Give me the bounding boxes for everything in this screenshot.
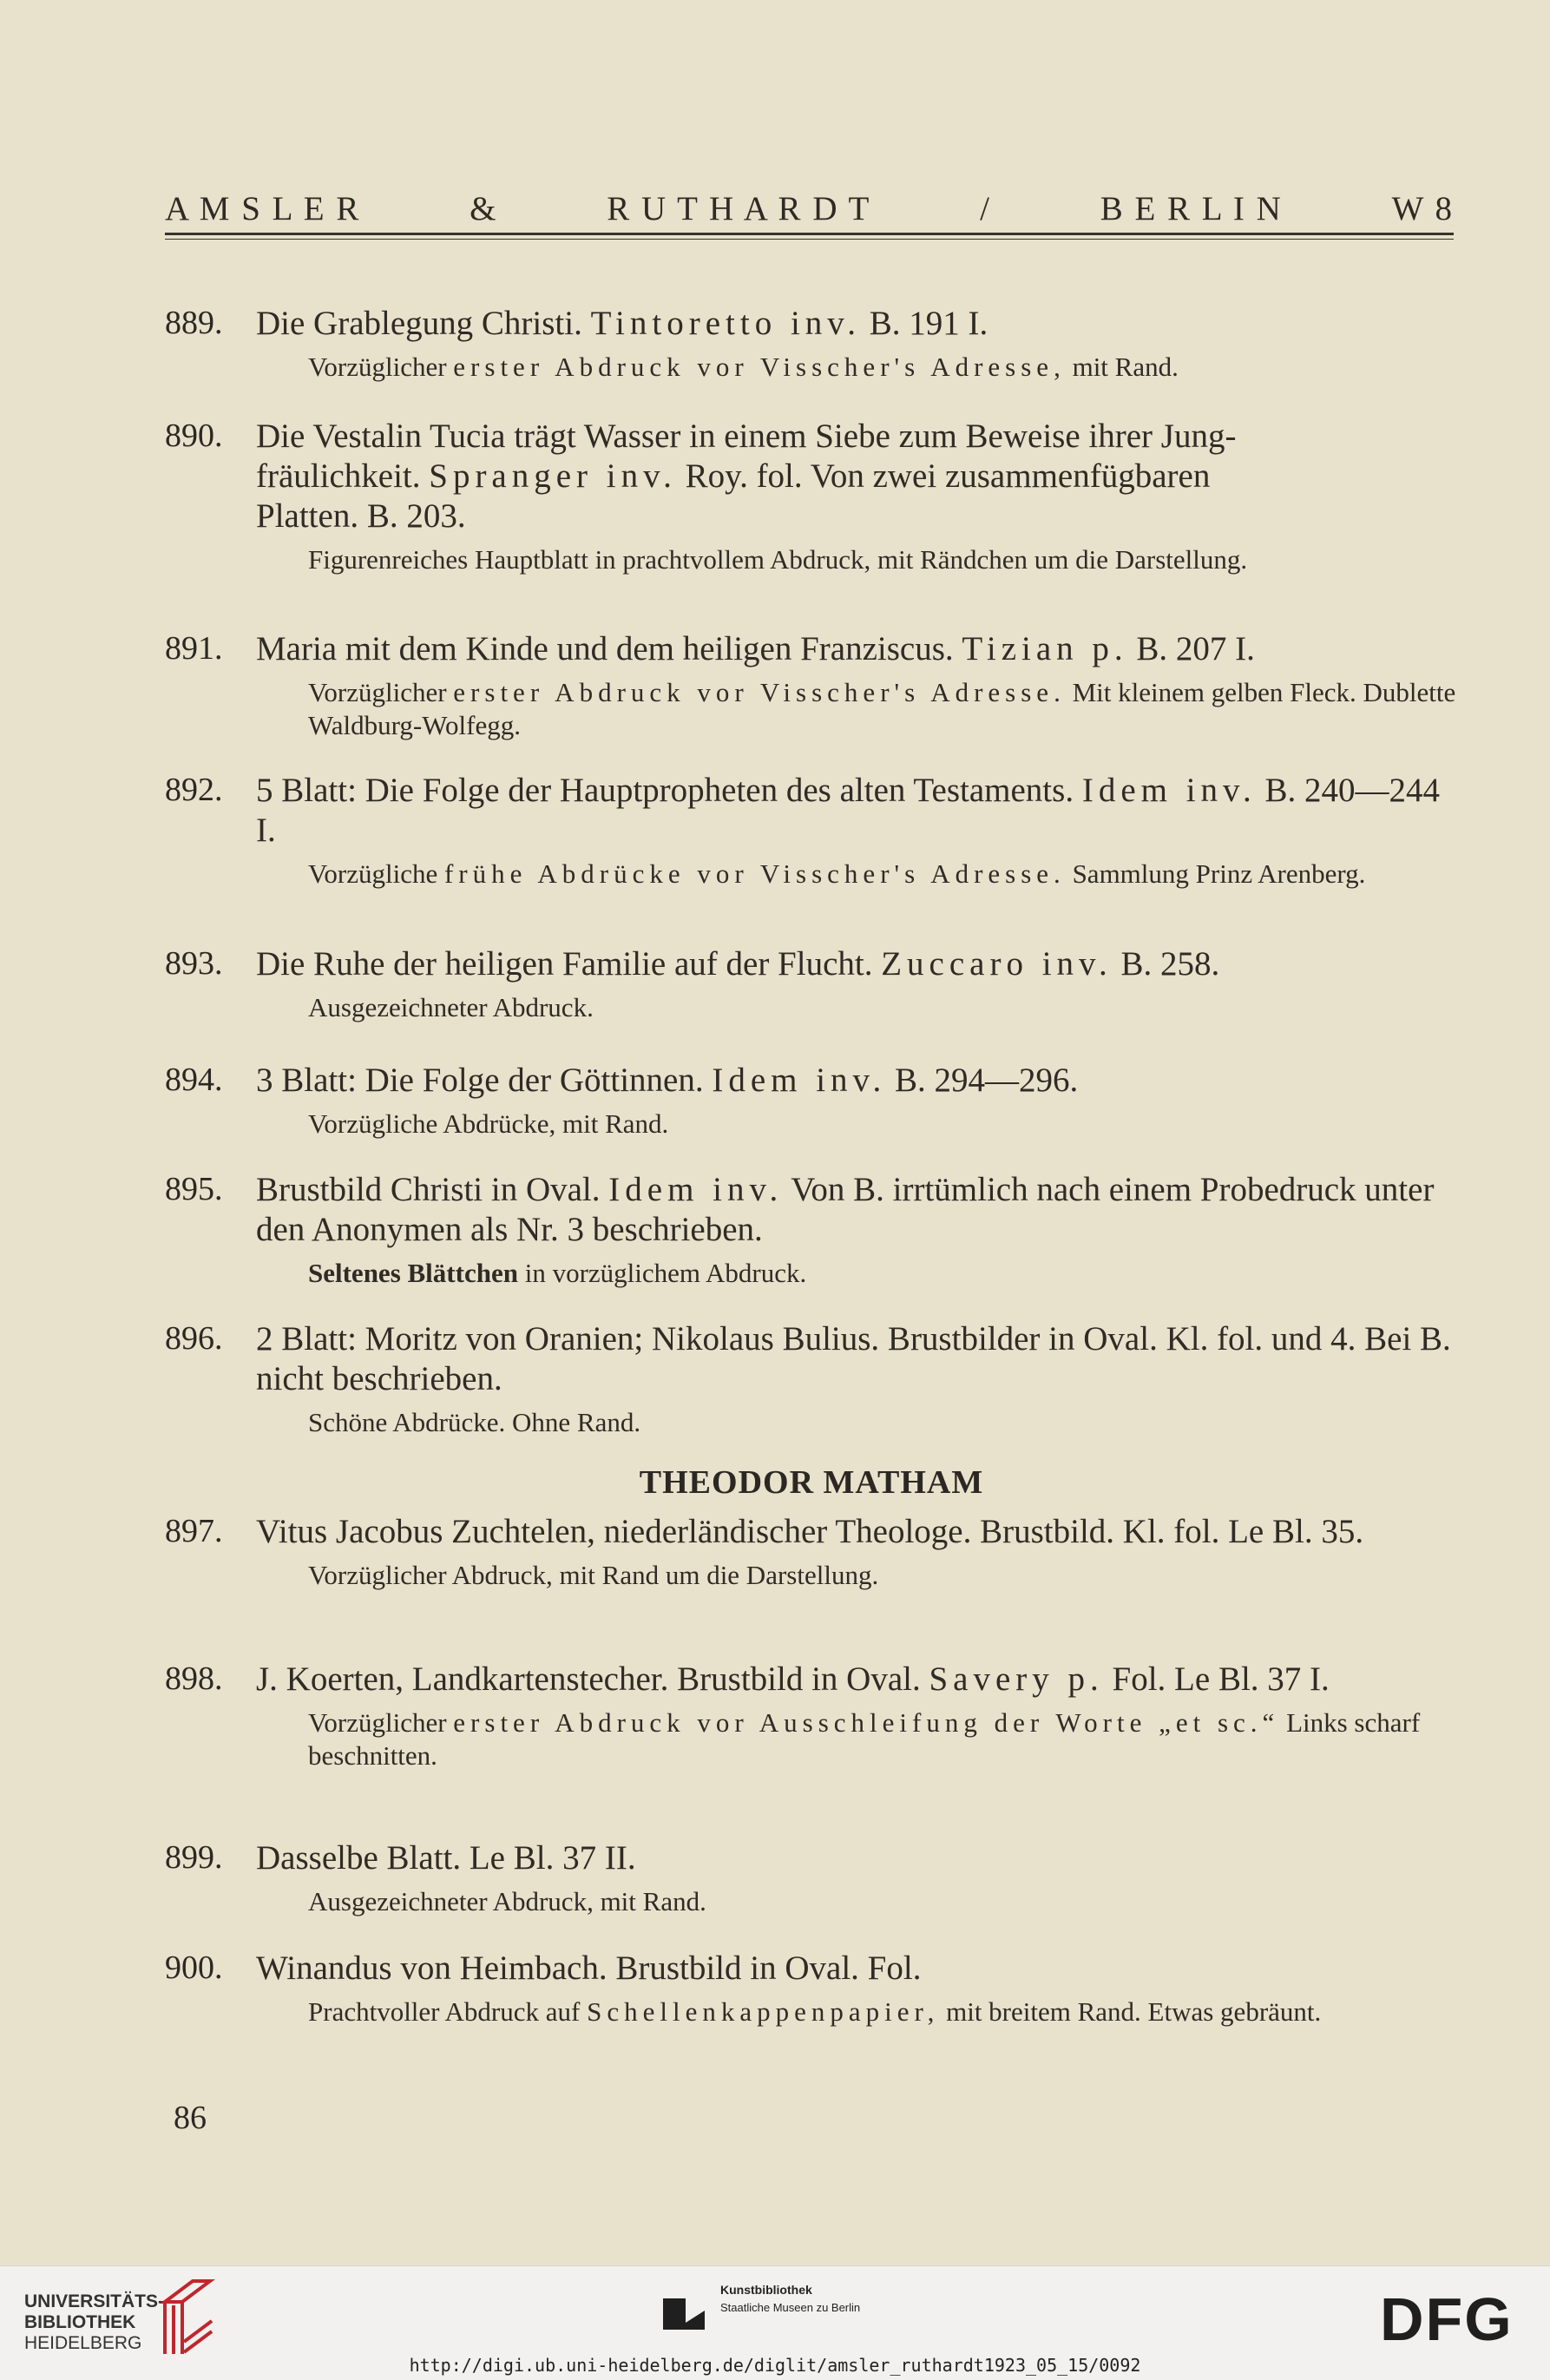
entry-note: Vorzüglicher Abdruck, mit Rand um die Darstellung. (308, 1560, 879, 1590)
entry-number: 900. (165, 1949, 223, 1986)
entry-number: 889. (165, 305, 223, 341)
artist-name: Idem inv. (712, 1062, 887, 1099)
entry-number: 893. (165, 945, 223, 982)
entry-title: Dasselbe Blatt. Le Bl. 37 II. (256, 1839, 636, 1877)
city: B E R L I N (1100, 190, 1283, 227)
entry-title: J. Koerten, Landkartenstecher. Brustbild in Oval. Savery p. Fol. Le Bl. 37 I. (256, 1660, 1330, 1698)
ub-heidelberg-emblem-icon (158, 2276, 219, 2359)
artist-name: Idem inv. (608, 1171, 784, 1208)
header-rule-thick (165, 233, 1454, 235)
artist-name: Tizian p. (962, 630, 1128, 667)
slash: / (980, 190, 991, 227)
artist-name: Tintoretto inv. (590, 305, 862, 342)
entry-title: 5 Blatt: Die Folge der Hauptpropheten des alten Testaments. Idem inv. B. 240—244 I. (256, 772, 1441, 849)
catalog-entry (165, 1512, 1458, 1592)
entry-title: Die Vestalin Tucia trägt Wasser in einem Siebe zum Beweise ihrer Jung- fräulichkeit. Spranger inv. Roy. fol. Von zwei zusammenfügbaren Platten. B. 203. (256, 417, 1237, 535)
catalog-entry (165, 1660, 1458, 1772)
entry-title: 2 Blatt: Moritz von Oranien; Nikolaus Bulius. Brustbilder in Oval. Kl. fol. und 4. Bei B. nicht beschrieben. (256, 1320, 1451, 1397)
entry-note: Vorzügliche frühe Abdrücke vor Visscher's Adresse. Sammlung Prinz Arenberg. (308, 858, 1366, 889)
entry-note: Prachtvoller Abdruck auf Schellenkappenpapier, mit breitem Rand. Etwas gebräunt. (308, 1996, 1322, 2027)
artist-name: Spranger inv. (429, 457, 677, 495)
entry-title: Die Ruhe der heiligen Familie auf der Flucht. Zuccaro inv. B. 258. (256, 945, 1220, 983)
catalog-entry (165, 629, 1458, 742)
entry-note: Ausgezeichneter Abdruck. (308, 992, 594, 1022)
catalog-entry (165, 1838, 1458, 1918)
publisher-right: R U T H A R D T (607, 190, 871, 227)
entry-number: 898. (165, 1660, 223, 1697)
entry-note: Vorzüglicher erster Abdruck vor Ausschleifung der Worte „et sc.“ Links scharf beschnitten. (308, 1707, 1421, 1771)
entry-note: Vorzüglicher erster Abdruck vor Visscher's Adresse, mit Rand. (308, 352, 1179, 382)
kunstbibliothek-label[interactable]: Kunstbibliothek Staatliche Museen zu Berlin (720, 2283, 861, 2314)
section-heading: THEODOR MATHAM (639, 1464, 984, 1501)
entry-title: Winandus von Heimbach. Brustbild in Oval. Fol. (256, 1949, 922, 1987)
entry-note: Ausgezeichneter Abdruck, mit Rand. (308, 1886, 706, 1916)
entry-note: Schöne Abdrücke. Ohne Rand. (308, 1407, 641, 1437)
running-header (165, 189, 1454, 228)
ub-heidelberg-logo-text[interactable]: UNIVERSITÄTS- BIBLIOTHEK HEIDELBERG (24, 2291, 165, 2353)
kunstbibliothek-logo-icon (660, 2291, 708, 2335)
catalog-entry (165, 1061, 1458, 1141)
district: W 8 (1391, 190, 1454, 227)
catalog-entry (165, 304, 1458, 384)
entry-title: Maria mit dem Kinde und dem heiligen Franziscus. Tizian p. B. 207 I. (256, 630, 1255, 667)
artist-name: Savery p. (929, 1660, 1104, 1698)
entry-note: Vorzügliche Abdrücke, mit Rand. (308, 1108, 669, 1139)
entry-number: 899. (165, 1839, 223, 1876)
entry-number: 891. (165, 630, 223, 667)
entry-note: Vorzüglicher erster Abdruck vor Visscher's Adresse. Mit kleinem gelben Fleck. Dublette Waldburg-Wolfegg. (308, 677, 1456, 740)
dfg-logo[interactable]: DFG (1380, 2285, 1514, 2353)
entry-number: 896. (165, 1320, 223, 1357)
publisher-left: A M S L E R (165, 190, 361, 227)
entry-number: 897. (165, 1513, 223, 1549)
catalog-entry (165, 944, 1458, 1024)
artist-name: Zuccaro inv. (881, 945, 1113, 983)
entry-title: Vitus Jacobus Zuchtelen, niederländischer Theologe. Brustbild. Kl. fol. Le Bl. 35. (256, 1513, 1364, 1550)
entry-title: Brustbild Christi in Oval. Idem inv. Von B. irrtümlich nach einem Probedruck unter den Anonymen als Nr. 3 beschrieben. (256, 1171, 1435, 1248)
entry-note: Seltenes Blättchen in vorzüglichem Abdruck. (308, 1258, 807, 1288)
entry-title: 3 Blatt: Die Folge der Göttinnen. Idem inv. B. 294—296. (256, 1062, 1079, 1099)
entry-number: 890. (165, 417, 223, 454)
catalog-entry (165, 1319, 1458, 1439)
catalog-entry (165, 771, 1458, 891)
catalog-entry (165, 1170, 1458, 1290)
entry-number: 895. (165, 1171, 223, 1207)
catalog-entry (165, 1949, 1458, 2028)
artist-name: Idem inv. (1081, 772, 1257, 809)
page-url[interactable]: http://digi.ub.uni-heidelberg.de/diglit/amsler_ruthardt1923_05_15/0092 (409, 2355, 1141, 2376)
entry-title: Die Grablegung Christi. Tintoretto inv. B. 191 I. (256, 305, 988, 342)
catalog-entry (165, 417, 1458, 576)
ampersand: & (470, 190, 498, 227)
page-number: 86 (174, 2100, 207, 2136)
entry-number: 894. (165, 1062, 223, 1098)
header-rule-thin (165, 239, 1454, 240)
entry-number: 892. (165, 772, 223, 808)
entry-note: Figurenreiches Hauptblatt in prachtvollem Abdruck, mit Rändchen um die Darstellung. (308, 544, 1248, 575)
